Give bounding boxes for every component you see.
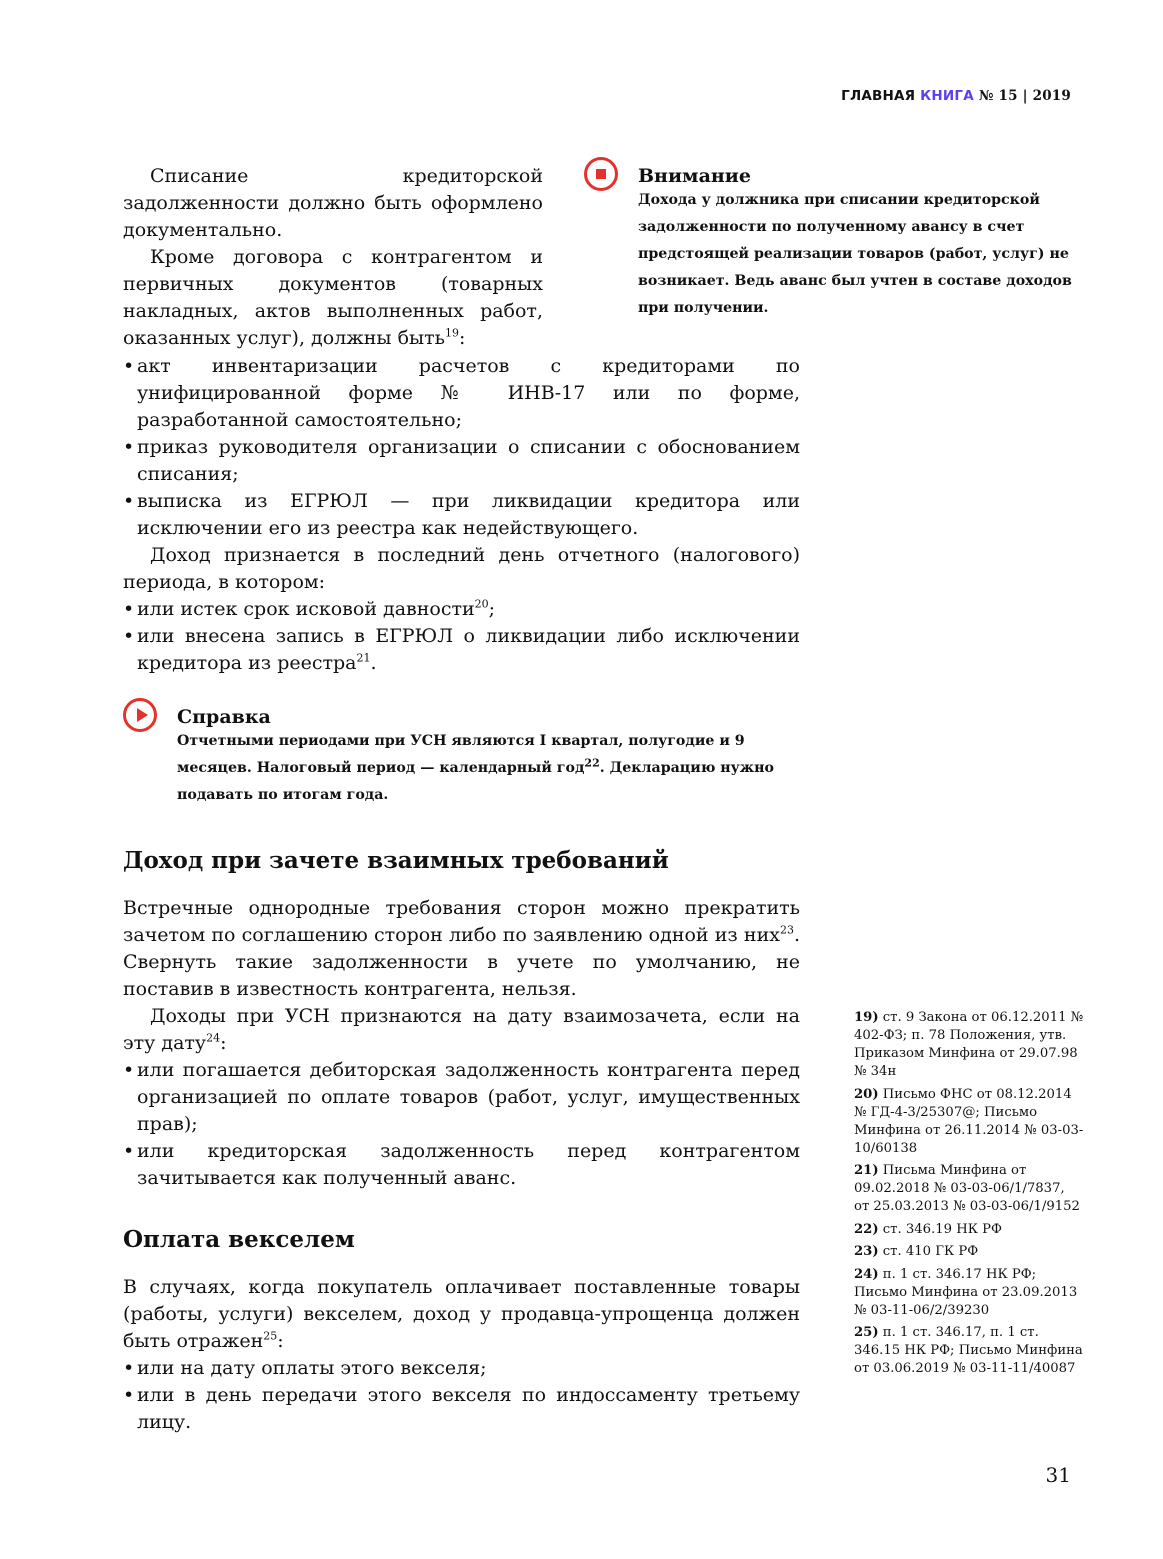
paragraph: В случаях, когда покупатель оплачивает поставленные товары (работы, услуги) векселем, доход у продавца-упрощенца должен быть отражен$^{25}$: [123, 1276, 800, 1352]
footnote: 19) ст. 9 Закона от 06.12.2011 № 402-ФЗ; п. 78 Положения, утв. Приказом Минфина от 29.07.98 № 34н [854, 1010, 1084, 1079]
footnote: 21) Письма Минфина от 09.02.2018 № 03-03-06/1/7837, от 25.03.2013 № 03-03-06/1/9152 [854, 1163, 1080, 1214]
footnote-ref: 19 [444, 326, 459, 340]
footnote-ref: 20 [474, 597, 489, 611]
running-header [841, 88, 1071, 104]
section-heading: Оплата векселем [123, 1226, 355, 1253]
section-body [123, 1274, 800, 1436]
paragraph: Кроме договора с контрагентом и первичных документов (товарных накладных, актов выполненных работ, оказанных услуг), должны быть$^{19}$: [123, 246, 543, 349]
note-title: Внимание [638, 165, 751, 187]
brand-accent: КНИГА [920, 88, 974, 104]
footnote: 24) п. 1 ст. 346.17 НК РФ; Письмо Минфина от 23.09.2013 № 03-11-06/2/39230 [854, 1266, 1078, 1318]
note-title: Справка [177, 706, 271, 728]
stop-icon [584, 157, 618, 191]
paragraph: Доходы при УСН признаются на дату взаимозачета, если на эту дату$^{24}$: [123, 1005, 800, 1054]
intro-column [123, 163, 543, 352]
list-item: • акт инвентаризации расчетов с кредиторами по унифицированной форме № ИНВ-17 или по форме, разработанной самостоятельно; [123, 353, 800, 434]
list-item: • или на дату оплаты этого векселя; [123, 1355, 800, 1382]
footnote: 20) Письмо ФНС от 08.12.2014 № ГД-4-3/25307@; Письмо Минфина от 26.11.2014 № 03-03-10/60138 [854, 1086, 1084, 1156]
list-item: • или погашается дебиторская задолженность контрагента перед организацией по оплате товаров (работ, услуг, имущественных прав); [123, 1057, 800, 1138]
list-item: • или истек срок исковой давности$^{20}$; [123, 596, 800, 623]
list-item: • или в день передачи этого векселя по индоссаменту третьему лицу. [123, 1382, 800, 1436]
paragraph: Доход признается в последний день отчетного (налогового) периода, в котором: [123, 544, 800, 593]
footnote: 25) п. 1 ст. 346.17, п. 1 ст. 346.15 НК РФ; Письмо Минфина от 03.06.2019 № 03-11-11/40087 [854, 1325, 1083, 1376]
footnote-ref: 21 [356, 651, 371, 665]
page-number: 31 [1045, 1463, 1071, 1487]
footnote: 23) ст. 410 ГК РФ [854, 1244, 979, 1259]
issue-number: № 15 | 2019 [978, 88, 1071, 104]
section-body [123, 895, 800, 1192]
attention-note [584, 157, 1074, 322]
brand-main: ГЛАВНАЯ [841, 88, 916, 104]
list-item: • выписка из ЕГРЮЛ — при ликвидации кредитора или исключении его из реестра как недействующего. [123, 488, 800, 542]
footnote: 22) ст. 346.19 НК РФ [854, 1221, 1002, 1237]
list-item: • или кредиторская задолженность перед контрагентом зачитывается как полученный аванс. [123, 1138, 800, 1192]
footnote-ref: 25 [263, 1329, 278, 1343]
footnote-ref: 22 [584, 756, 600, 770]
section-heading: Доход при зачете взаимных требований [123, 847, 669, 874]
note-text: Дохода у должника при списании кредиторской задолженности по полученному авансу в счет предстоящей реализации товаров (работ, услуг) не возникает. Ведь аванс был учтен в составе доходов при получении. [638, 192, 1072, 316]
footnotes [854, 1009, 1084, 1383]
note-text: Отчетными периодами при УСН являются I квартал, полугодие и 9 месяцев. Налоговый период — календарный год$^{22}$. Декларацию нужно подавать по итогам года. [177, 733, 774, 803]
list-item: • или внесена запись в ЕГРЮЛ о ликвидации либо исключении кредитора из реестра$^{21}$. [123, 623, 800, 677]
main-column [123, 353, 800, 677]
play-icon [123, 698, 157, 732]
list-item: • приказ руководителя организации о списании с обоснованием списания; [123, 434, 800, 488]
document-list [123, 353, 800, 542]
footnote-ref: 24 [206, 1031, 221, 1045]
condition-list [123, 596, 800, 677]
paragraph: Встречные однородные требования сторон можно прекратить зачетом по соглашению сторон либо по заявлению одной из них$^{23}$. Свернуть такие задолженности в учете по умолчанию, не поставив в известность контрагента, нельзя. [123, 897, 800, 1000]
condition-list [123, 1057, 800, 1192]
paragraph: Списание кредиторской задолженности должно быть оформлено документально. [123, 165, 543, 241]
footnote-ref: 23 [779, 923, 794, 937]
condition-list [123, 1355, 800, 1436]
reference-note [123, 698, 803, 809]
